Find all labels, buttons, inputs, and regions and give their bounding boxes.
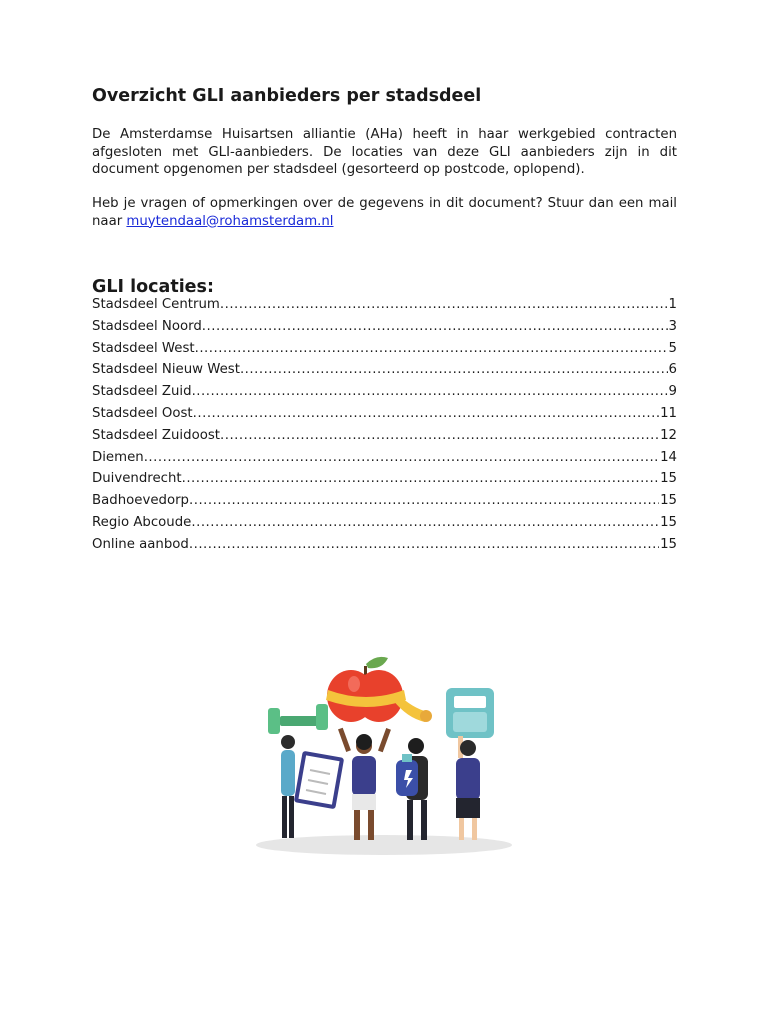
toc-entry-page: 9 (668, 384, 677, 400)
toc-entry-noord[interactable] (92, 319, 677, 341)
toc-entry-label: Stadsdeel Oost (92, 405, 193, 421)
intro-paragraph: De Amsterdamse Huisartsen alliantie (AHa) heeft in haar werkgebied contracten afgesloten met GLI-aanbieders. De locaties van deze GLI aanbieders zijn in dit document opgenomen per stadsdeel (gesorteerd op postcode, oplopend). (92, 127, 677, 177)
toc-dot-leader (220, 428, 659, 443)
toc-entry-label: Duivendrecht (92, 471, 182, 487)
toc-dot-leader (240, 362, 668, 377)
toc-entry-badhoevedorp[interactable] (92, 493, 677, 515)
toc-entry-page: 3 (668, 318, 677, 334)
person-scale (456, 736, 480, 840)
dumbbell-icon (268, 704, 328, 734)
toc-entry-abcoude[interactable] (92, 515, 677, 537)
toc-entry-duivendrecht[interactable] (92, 471, 677, 493)
toc-entry-label: Online aanbod (92, 536, 189, 552)
toc-entry-label: Stadsdeel Centrum (92, 297, 220, 312)
apple-icon (327, 657, 403, 722)
toc-entry-page: 11 (660, 405, 677, 421)
toc-entry-page: 14 (660, 449, 677, 465)
toc-dot-leader (195, 341, 668, 356)
toc-entry-page: 12 (660, 427, 677, 443)
toc-entry-label: Stadsdeel Zuidoost (92, 427, 220, 443)
toc-entry-label: Stadsdeel Nieuw West (92, 362, 240, 378)
toc-entry-page: 15 (660, 471, 677, 487)
toc-dot-leader (192, 384, 668, 399)
toc-dot-leader (182, 471, 659, 486)
toc-entry-page: 1 (668, 297, 677, 312)
toc-dot-leader (144, 450, 659, 465)
toc-entry-page: 15 (660, 493, 677, 509)
person-bottle (396, 738, 428, 840)
table-of-contents (92, 297, 677, 559)
person-apple (338, 728, 391, 840)
contact-text: Heb je vragen of opmerkingen over de gegevens in dit document? Stuur dan een mail naar (92, 196, 677, 229)
toc-entry-zuidoost[interactable] (92, 428, 677, 450)
document-title: Overzicht GLI aanbieders per stadsdeel (92, 86, 482, 106)
clipboard-checklist-icon (294, 751, 344, 810)
toc-entry-oost[interactable] (92, 406, 677, 428)
toc-dot-leader (202, 319, 668, 334)
toc-entry-label: Stadsdeel Zuid (92, 384, 192, 400)
toc-dot-leader (189, 493, 659, 508)
toc-entry-label: Diemen (92, 449, 144, 465)
toc-entry-label: Stadsdeel Noord (92, 318, 202, 334)
toc-entry-page: 15 (660, 536, 677, 552)
healthy-lifestyle-illustration (256, 650, 514, 860)
contact-paragraph (92, 195, 677, 230)
toc-dot-leader (193, 406, 659, 421)
contact-email-link[interactable]: muytendaal@rohamsterdam.nl (126, 213, 334, 229)
toc-entry-page: 6 (668, 362, 677, 378)
toc-dot-leader (220, 297, 668, 312)
person-clipboard (281, 735, 344, 838)
toc-dot-leader (191, 515, 659, 530)
toc-entry-centrum[interactable] (92, 297, 677, 319)
toc-entry-label: Regio Abcoude (92, 514, 192, 530)
toc-entry-zuid[interactable] (92, 384, 677, 406)
toc-entry-nieuw-west[interactable] (92, 362, 677, 384)
toc-entry-label: Badhoevedorp (92, 493, 189, 509)
toc-entry-label: Stadsdeel West (92, 340, 195, 356)
toc-entry-online[interactable] (92, 537, 677, 559)
toc-entry-diemen[interactable] (92, 450, 677, 472)
toc-entry-page: 5 (668, 340, 677, 356)
toc-dot-leader (189, 537, 659, 552)
toc-heading: GLI locaties: (92, 277, 214, 297)
toc-entry-page: 15 (660, 514, 677, 530)
toc-entry-west[interactable] (92, 341, 677, 363)
weighing-scale-icon (446, 688, 494, 738)
